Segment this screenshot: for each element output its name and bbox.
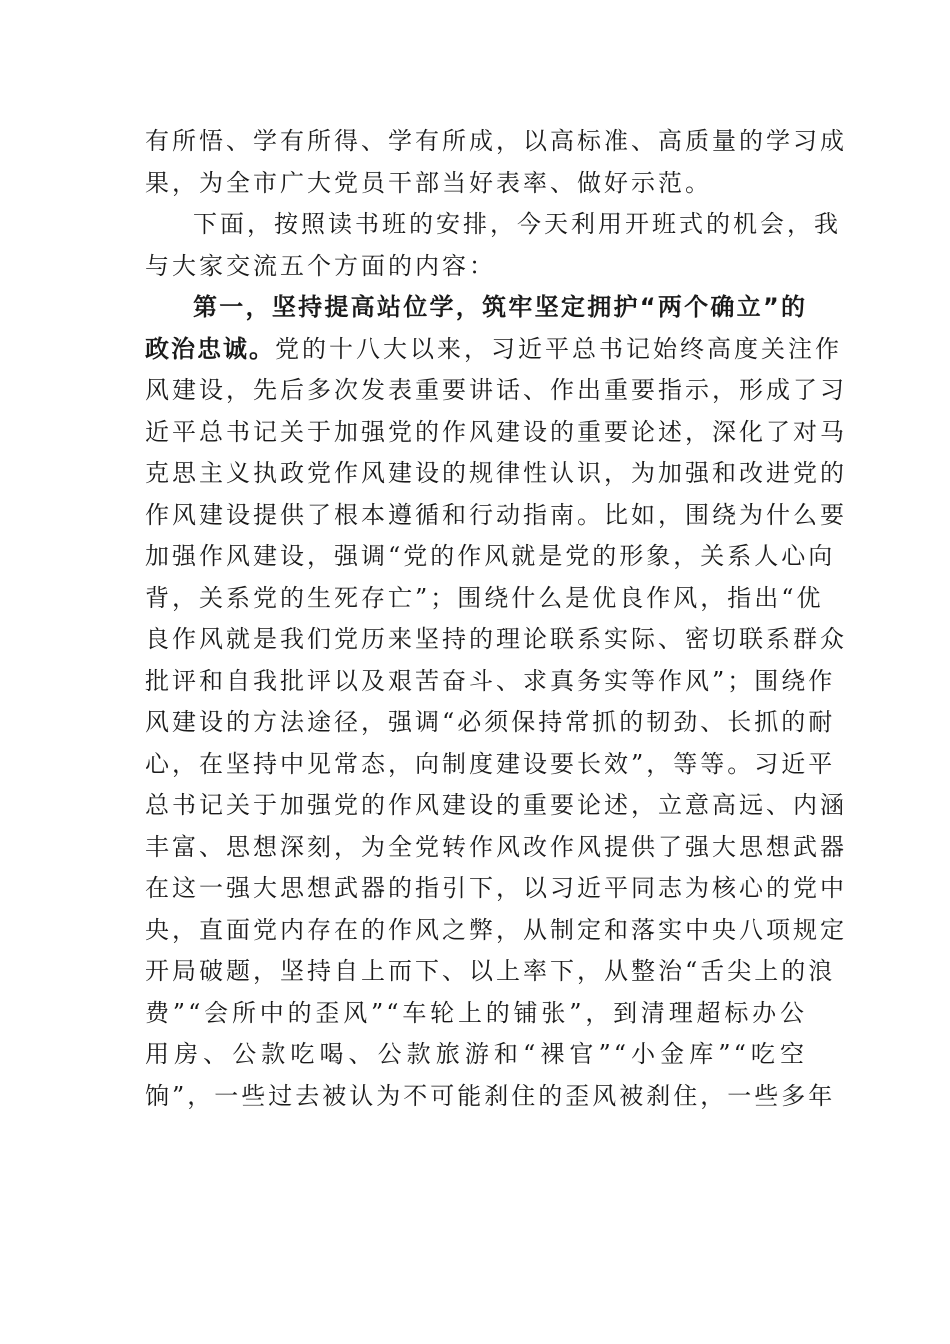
text-line: 丰富、思想深刻，为全党转作风改作风提供了强大思想武器 [145, 832, 847, 861]
text-line: 风建设，先后多次发表重要讲话、作出重要指示，形成了习 [145, 376, 847, 404]
text-line: 总书记关于加强党的作风建设的重要论述，立意高远、内涵 [145, 791, 847, 819]
document-body [145, 121, 847, 1117]
text-line: 作风建设提供了根本遵循和行动指南。比如，围绕为什么要 [145, 500, 847, 529]
text-line: 在这一强大思想武器的指引下，以习近平同志为核心的党中 [145, 874, 847, 902]
text-line: 良作风就是我们党历来坚持的理论联系实际、密切联系群众 [145, 625, 847, 653]
section-heading-tail: 政治忠诚。 [145, 334, 275, 363]
text-line: 饷”，一些过去被认为不可能刹住的歪风被刹住，一些多年 [145, 1081, 836, 1110]
text-line: 果，为全市广大党员干部当好表率、做好示范。 [145, 168, 712, 197]
text-line: 心，在坚持中见常态，向制度建设要长效”，等等。习近平 [145, 749, 836, 778]
text-line: 与大家交流五个方面的内容： [145, 251, 496, 280]
text-line: 央，直面党内存在的作风之弊，从制定和落实中央八项规定 [145, 915, 847, 944]
text-line: 风建设的方法途径，强调“必须保持常抓的韧劲、长抓的耐 [145, 708, 836, 736]
text-line: 有所悟、学有所得、学有所成，以高标准、高质量的学习成 [145, 127, 847, 155]
text-line: 近平总书记关于加强党的作风建设的重要论述，深化了对马 [145, 417, 847, 446]
text-line-rest: 党的十八大以来，习近平总书记始终高度关注作 [275, 334, 842, 363]
text-line: 开局破题，坚持自上而下、以上率下，从整治“舌尖上的浪 [145, 957, 836, 985]
section-heading: 第一，坚持提高站位学，筑牢坚定拥护“两个确立”的 [193, 293, 807, 321]
text-line: 加强作风建设，强调“党的作风就是党的形象，关系人心向 [145, 542, 836, 570]
text-line: 背，关系党的生死存亡”；围绕什么是优良作风，指出“优 [145, 583, 824, 612]
text-line: 下面，按照读书班的安排，今天利用开班式的机会，我 [193, 210, 841, 238]
text-line: 克思主义执政党作风建设的规律性认识，为加强和改进党的 [145, 459, 847, 487]
text-line [145, 329, 842, 371]
text-line: 批评和自我批评以及艰苦奋斗、求真务实等作风”；围绕作 [145, 666, 836, 695]
text-line: 费”“会所中的歪风”“车轮上的铺张”，到清理超标办公 [145, 998, 807, 1027]
text-line: 用房、公款吃喝、公款旅游和“裸官”“小金库”“吃空 [145, 1040, 807, 1068]
